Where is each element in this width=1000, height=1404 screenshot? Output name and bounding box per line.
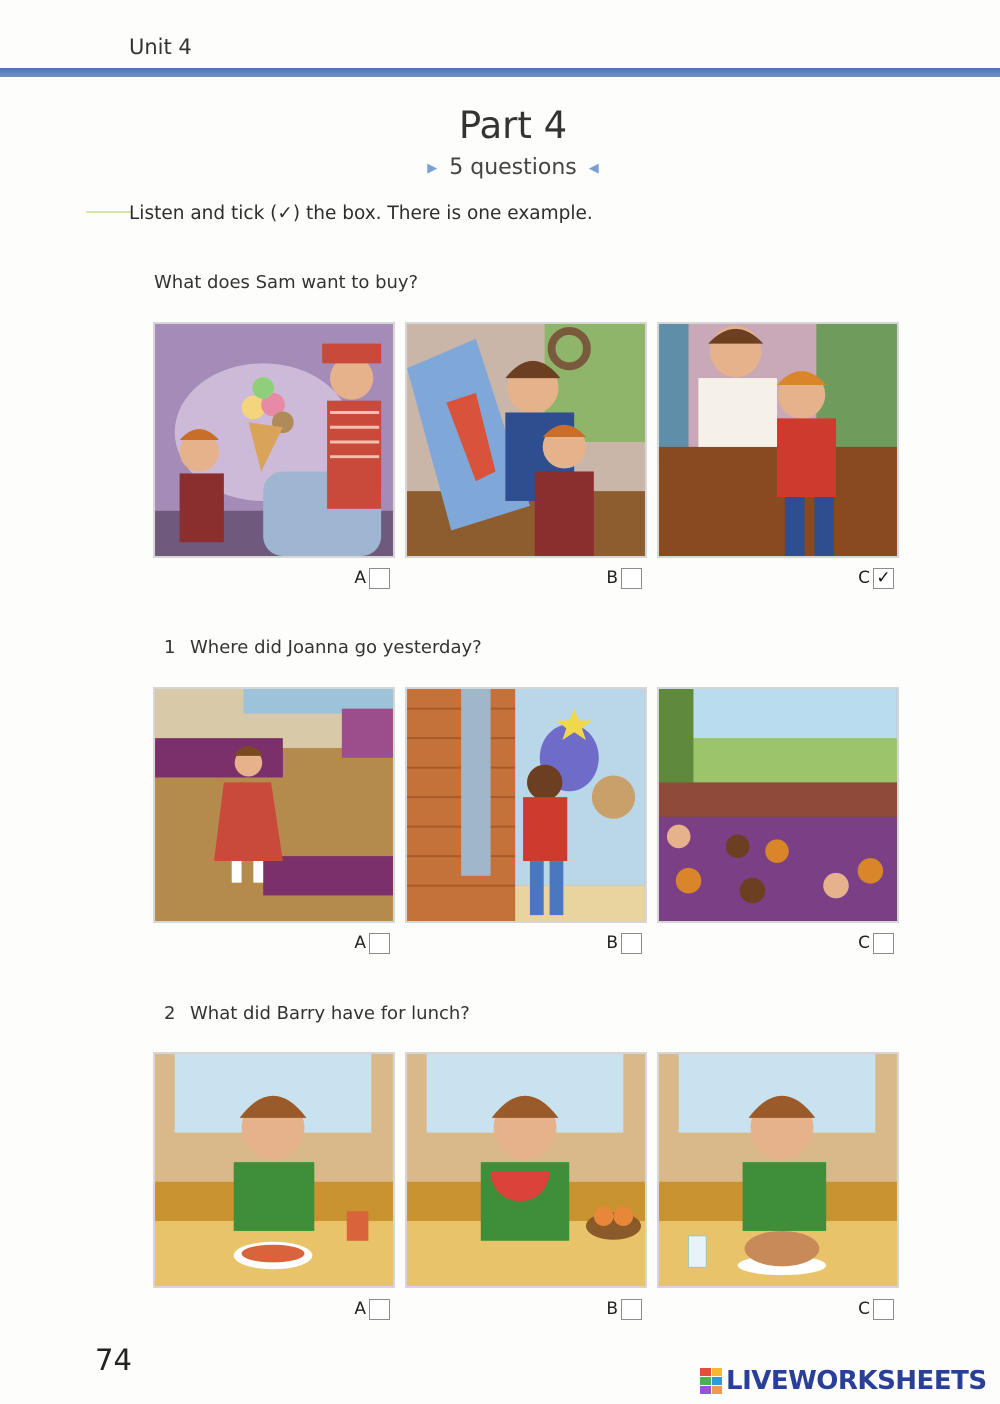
question-number: 1 (164, 637, 176, 658)
picture-example-a (153, 322, 395, 558)
question-text: What did Barry have for lunch? (190, 1003, 470, 1024)
answer-q2-c (856, 1297, 894, 1321)
picture-q2-c (657, 1052, 899, 1288)
option-letter: B (606, 568, 618, 588)
unit-label: Unit 4 (129, 35, 192, 59)
tick-box[interactable] (873, 933, 894, 954)
tick-box[interactable] (369, 933, 390, 954)
answer-example-b (604, 566, 642, 590)
picture-q1-c (657, 687, 899, 923)
liveworksheets-logo-icon (700, 1368, 722, 1394)
example-question: What does Sam want to buy? (154, 272, 419, 293)
brand-watermark (700, 1366, 987, 1396)
question-number: 2 (164, 1003, 176, 1024)
option-letter: B (606, 933, 618, 953)
picture-q2-a (153, 1052, 395, 1288)
option-letter: B (606, 1299, 618, 1319)
picture-example-c (657, 322, 899, 558)
question-text: Where did Joanna go yesterday? (190, 637, 482, 658)
tick-box-checked[interactable]: ✓ (873, 568, 894, 589)
option-letter: C (858, 933, 870, 953)
answer-q1-a (352, 931, 390, 955)
tick-box[interactable] (873, 1299, 894, 1320)
arrow-left-icon: ◀ (588, 160, 599, 176)
answer-example-a (352, 566, 390, 590)
picture-q2-b (405, 1052, 647, 1288)
answer-q2-b (604, 1297, 642, 1321)
picture-example-b (405, 322, 647, 558)
option-letter: C (858, 1299, 870, 1319)
tick-box[interactable] (621, 1299, 642, 1320)
instructions: Listen and tick (✓) the box. There is one example. (129, 203, 593, 224)
brand-name: LIVEWORKSHEETS (726, 1366, 987, 1396)
question-1 (164, 637, 482, 658)
picture-q1-b (405, 687, 647, 923)
tick-box[interactable] (369, 568, 390, 589)
arrow-right-icon: ▶ (427, 160, 438, 176)
page-number: 74 (95, 1343, 132, 1377)
instruction-swoosh (86, 211, 132, 213)
picture-q1-a (153, 687, 395, 923)
answer-q1-c (856, 931, 894, 955)
questions-count-text: 5 questions (449, 155, 577, 180)
questions-count (0, 155, 1000, 180)
answer-q1-b (604, 931, 642, 955)
header-rule (0, 68, 1000, 77)
tick-box[interactable] (369, 1299, 390, 1320)
answer-example-c (856, 566, 894, 590)
tick-box[interactable] (621, 568, 642, 589)
option-letter: A (354, 1299, 366, 1319)
answer-q2-a (352, 1297, 390, 1321)
option-letter: C (858, 568, 870, 588)
option-letter: A (354, 933, 366, 953)
part-title: Part 4 (458, 104, 568, 147)
option-letter: A (354, 568, 366, 588)
question-2 (164, 1003, 470, 1024)
tick-box[interactable] (621, 933, 642, 954)
